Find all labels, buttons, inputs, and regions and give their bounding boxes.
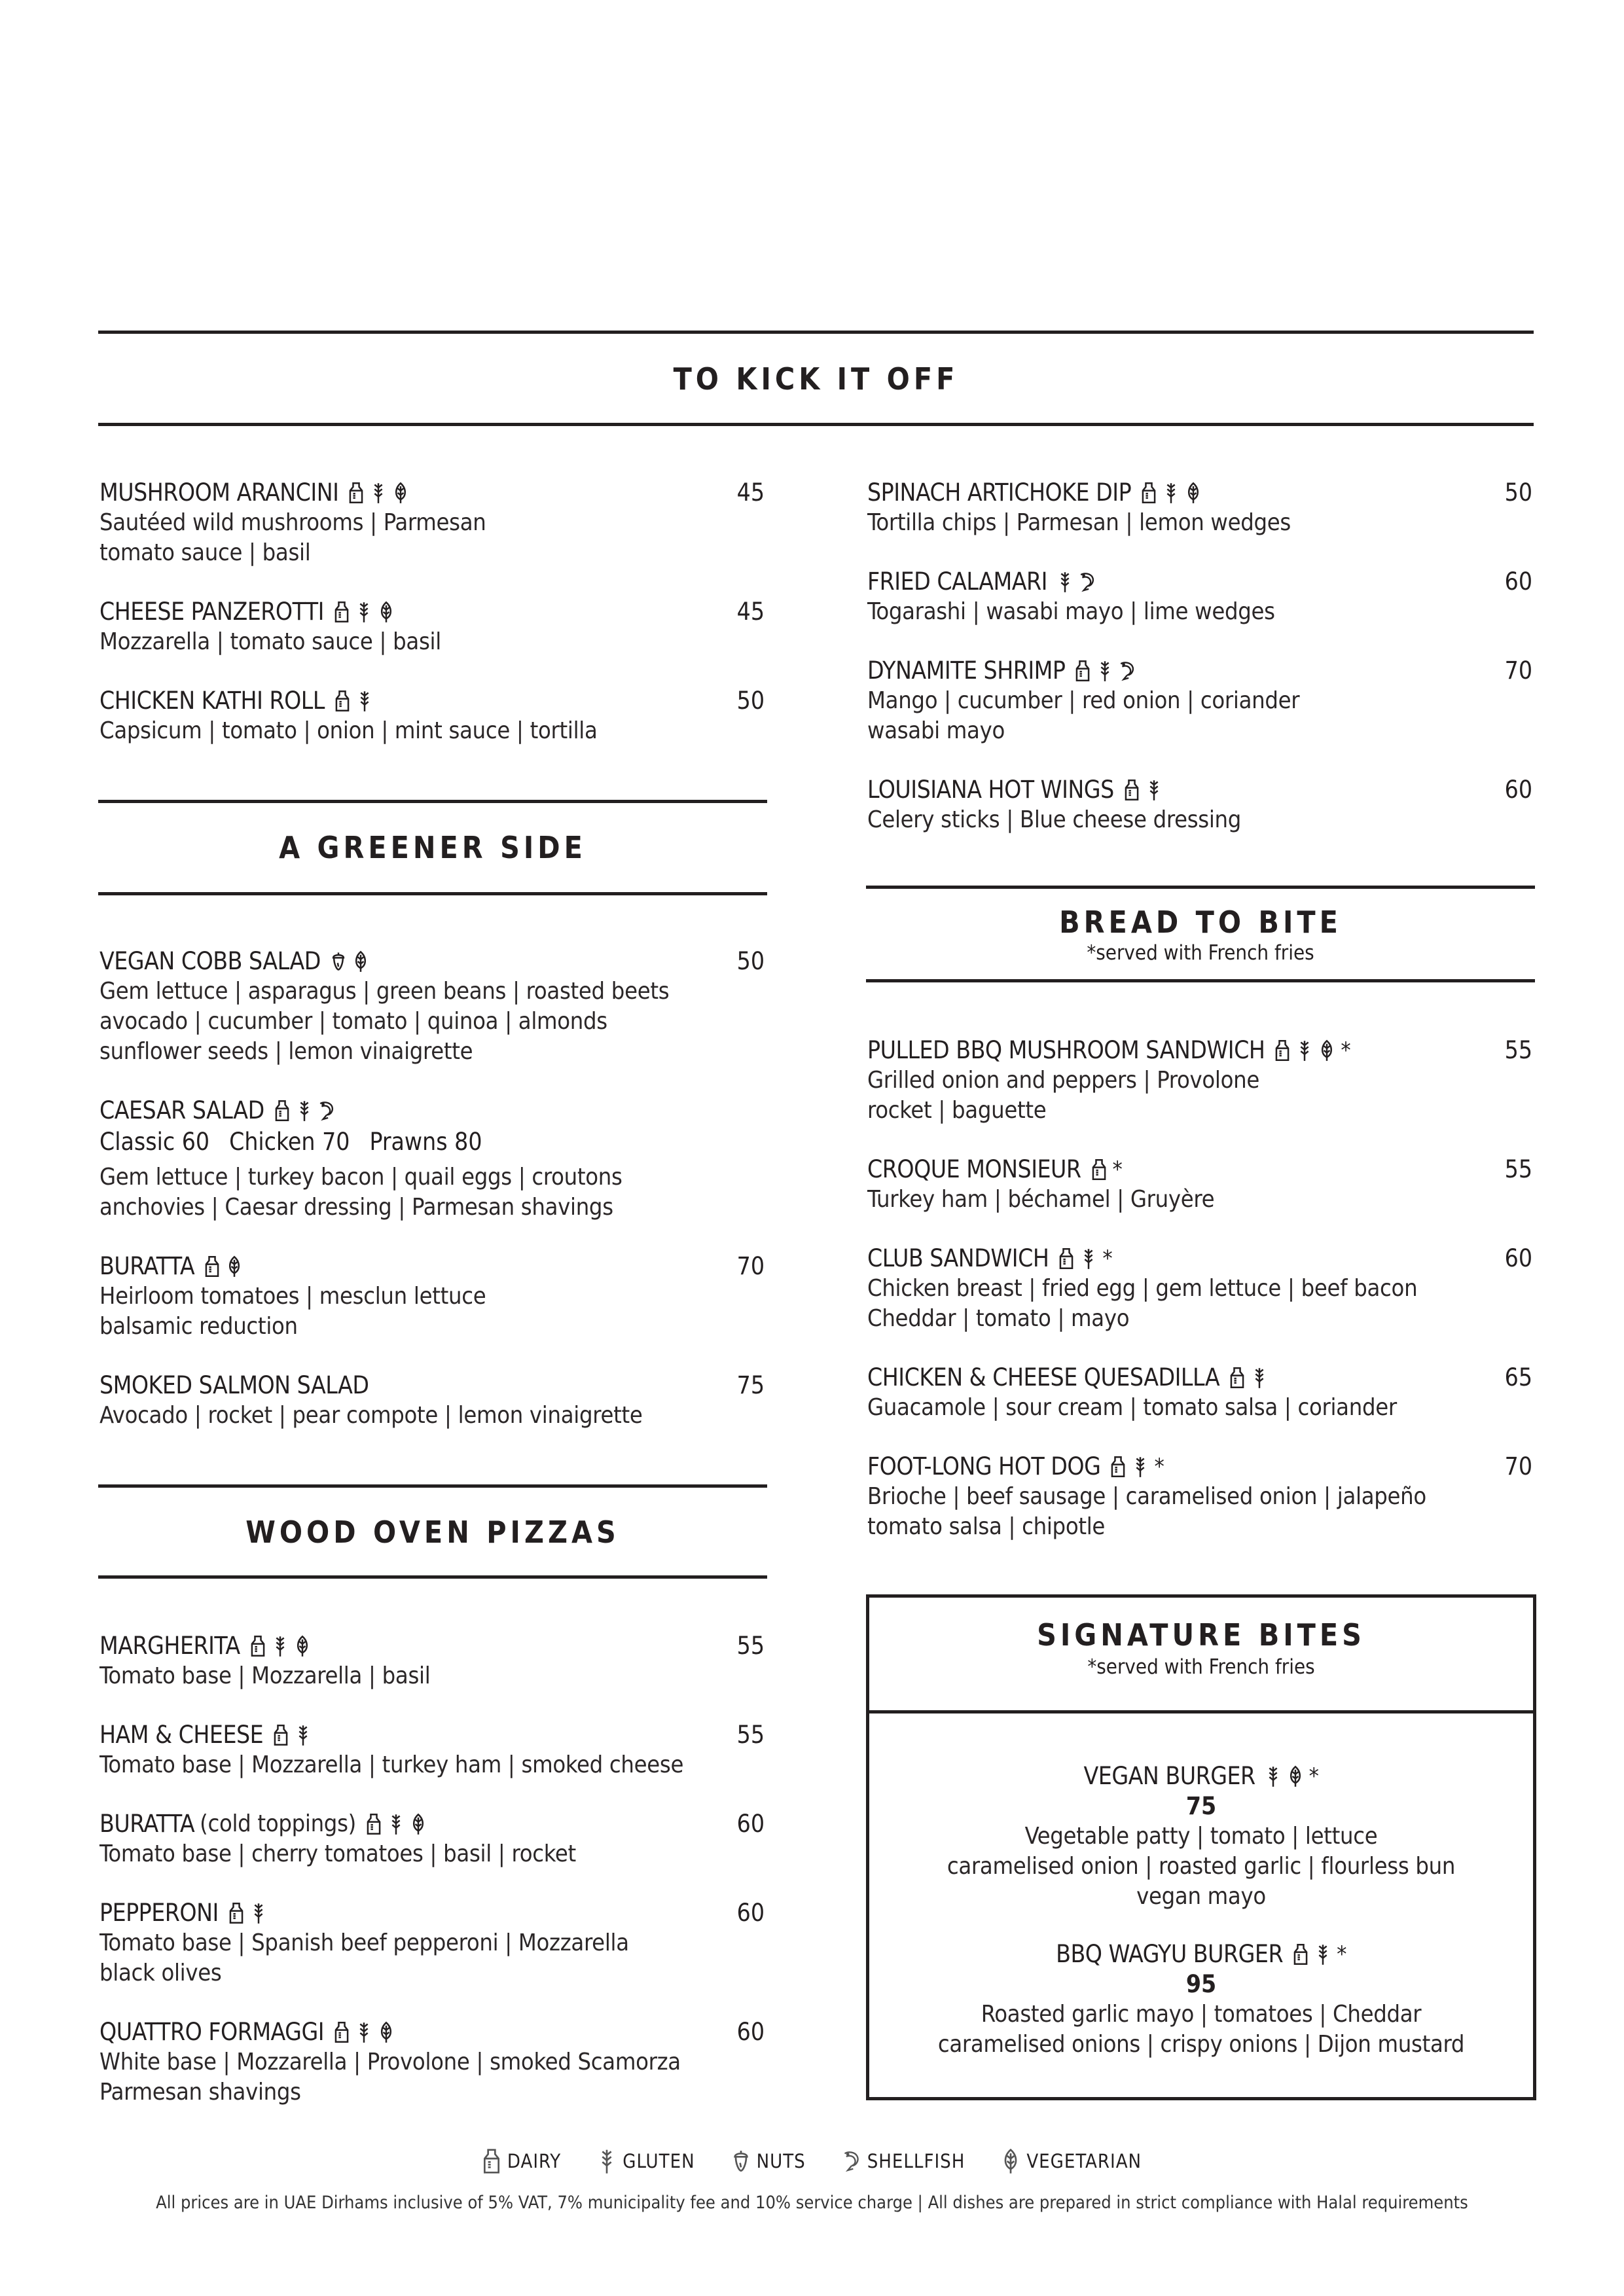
gluten-icon: [1314, 1943, 1331, 1965]
nuts-icon: [330, 950, 347, 973]
item-name: QUATTRO FORMAGGI: [99, 2018, 325, 2046]
shellfish-icon: [1079, 571, 1096, 593]
price-variant: Prawns 80: [369, 1128, 482, 1156]
item-price: 70: [1504, 1452, 1532, 1480]
vegetarian-icon: [392, 482, 409, 504]
item-price: 55: [1504, 1155, 1532, 1183]
item-header: [99, 1251, 765, 1282]
fries-asterisk: *: [1154, 1454, 1164, 1480]
allergen-legend: [0, 2148, 1624, 2174]
dairy-icon: [1123, 779, 1140, 801]
nuts-icon: [732, 2148, 750, 2174]
item-description: Tomato base | Mozzarella | turkey ham | smoked cheese: [99, 1751, 684, 1778]
legend-vegetarian: [1001, 2148, 1142, 2174]
dairy-icon: [1091, 1158, 1108, 1181]
dairy-icon: [333, 2021, 350, 2043]
item-header: [867, 1155, 1532, 1185]
kick-off-right-column: [867, 478, 1532, 864]
fries-asterisk: *: [1112, 1157, 1123, 1183]
dairy-icon: [1074, 660, 1091, 682]
item-description: Tomato base | Spanish beef pepperoni | Mozzarella: [99, 1929, 629, 1956]
item-description: caramelised onion | roasted garlic | flourless bun: [947, 1853, 1456, 1880]
vegetarian-icon: [1185, 482, 1202, 504]
item-header: [867, 1363, 1532, 1393]
menu-item: [867, 1035, 1532, 1126]
item-price: 60: [736, 1810, 765, 1838]
menu-item: [99, 946, 765, 1067]
menu-item: [99, 478, 765, 568]
item-description: Heirloom tomatoes | mesclun lettuce: [99, 1283, 486, 1310]
signature-bites-box: [866, 1594, 1536, 2100]
gluten-icon: [370, 482, 387, 504]
legend-nuts: [732, 2148, 806, 2174]
item-description: Tomato base | cherry tomatoes | basil | rocket: [99, 1840, 576, 1867]
gluten-icon: [356, 690, 373, 712]
allergen-icons: [1274, 1039, 1335, 1062]
item-name: FRIED CALAMARI: [867, 567, 1047, 596]
gluten-icon: [355, 601, 372, 623]
menu-item: [99, 1371, 765, 1431]
vegetarian-icon: [1287, 1765, 1304, 1787]
gluten-icon: [295, 1724, 312, 1746]
item-price: 70: [1504, 656, 1532, 685]
dairy-icon: [204, 1255, 221, 1278]
vegetarian-icon: [1318, 1039, 1335, 1062]
item-price: 50: [736, 947, 765, 975]
allergen-icons: [1110, 1456, 1149, 1478]
price-variant: Chicken 70: [229, 1128, 350, 1156]
item-description: Cheddar | tomato | mayo: [867, 1305, 1130, 1332]
allergen-icons: [274, 1100, 335, 1122]
allergen-icons: [249, 1635, 311, 1657]
gluten-icon: [1265, 1765, 1282, 1787]
item-description: anchovies | Caesar dressing | Parmesan shavings: [99, 1194, 613, 1221]
dairy-icon: [274, 1100, 291, 1122]
gluten-icon: [1096, 660, 1113, 682]
gluten-icon: [388, 1813, 405, 1835]
item-name: HAM & CHEESE: [99, 1721, 264, 1749]
gluten-icon: [1080, 1247, 1097, 1270]
item-description: Grilled onion and peppers | Provolone: [867, 1067, 1259, 1094]
item-description: Togarashi | wasabi mayo | lime wedges: [867, 598, 1275, 625]
signature-divider: [869, 1710, 1533, 1713]
vegetarian-icon: [352, 950, 369, 973]
item-description: avocado | cucumber | tomato | quinoa | almonds: [99, 1008, 607, 1035]
item-price: 45: [736, 478, 765, 507]
allergen-icons: [1058, 1247, 1097, 1270]
item-name: VEGAN BURGER: [1083, 1762, 1255, 1790]
item-header: [99, 597, 765, 627]
item-description: Guacamole | sour cream | tomato salsa | coriander: [867, 1394, 1397, 1421]
price-variants: [99, 1126, 765, 1158]
gluten-icon: [296, 1100, 313, 1122]
item-price: 55: [736, 1632, 765, 1660]
item-price: 75: [1185, 1792, 1217, 1820]
item-price: 50: [1504, 478, 1532, 507]
legend-label: VEGETARIAN: [1026, 2150, 1142, 2172]
item-description: Mango | cucumber | red onion | coriander: [867, 687, 1300, 714]
item-name: CHEESE PANZEROTTI: [99, 598, 324, 626]
dairy-icon: [228, 1902, 245, 1924]
item-header: [99, 1096, 765, 1126]
item-header: [99, 1371, 765, 1401]
dairy-icon: [1140, 482, 1157, 504]
dairy-icon: [482, 2148, 501, 2174]
price-footnote: All prices are in UAE Dirhams inclusive of 5% VAT, 7% municipality fee and 10% service charge | All dishes are prepared in strict compliance with Halal requirements: [156, 2193, 1468, 2213]
signature-column: [869, 1761, 1533, 2087]
item-price: 75: [736, 1371, 765, 1399]
dairy-icon: [333, 601, 350, 623]
dairy-icon: [348, 482, 365, 504]
greener-rule-bottom: [98, 892, 767, 895]
item-name: VEGAN COBB SALAD: [99, 947, 321, 975]
menu-item: [99, 597, 765, 657]
greener-rule-top: [98, 800, 767, 803]
item-description: vegan mayo: [1136, 1883, 1266, 1910]
item-description: Avocado | rocket | pear compote | lemon vinaigrette: [99, 1402, 643, 1429]
item-description: Turkey ham | béchamel | Gruyère: [867, 1186, 1215, 1213]
item-name: SMOKED SALMON SALAD: [99, 1371, 369, 1399]
item-header: [99, 1809, 765, 1839]
menu-item: [869, 1939, 1533, 2060]
item-description: Roasted garlic mayo | tomatoes | Cheddar: [981, 2001, 1422, 2028]
menu-item: [99, 2017, 765, 2108]
section-title-kick-off: TO KICK IT OFF: [673, 361, 959, 397]
pizzas-rule-top: [98, 1484, 767, 1488]
item-description: rocket | baguette: [867, 1097, 1047, 1124]
menu-item: [99, 1251, 765, 1342]
dairy-icon: [1110, 1456, 1127, 1478]
item-price: 50: [736, 687, 765, 715]
dairy-icon: [1229, 1367, 1246, 1389]
bread-subtitle: *served with French fries: [1087, 941, 1314, 965]
fries-asterisk: *: [1341, 1037, 1351, 1064]
allergen-icons: [333, 2021, 395, 2043]
bread-column: [867, 1035, 1532, 1571]
section-title-bread: BREAD TO BITE: [1059, 905, 1342, 940]
menu-item: [867, 1155, 1532, 1215]
menu-item: [867, 775, 1532, 835]
bread-rule-bottom: [866, 979, 1535, 982]
item-header: [867, 1035, 1532, 1066]
item-name: BURATTA: [99, 1252, 195, 1280]
allergen-icons: [330, 950, 369, 973]
vegetarian-icon: [378, 2021, 395, 2043]
menu-item: [99, 1720, 765, 1780]
item-description: balsamic reduction: [99, 1313, 298, 1340]
menu-item: [99, 1096, 765, 1223]
item-price: 60: [736, 2018, 765, 2046]
item-name: MUSHROOM ARANCINI: [99, 478, 339, 507]
pizzas-rule-bottom: [98, 1575, 767, 1579]
item-description: Chicken breast | fried egg | gem lettuce | beef bacon: [867, 1275, 1418, 1302]
menu-item: [869, 1761, 1533, 1912]
legend-label: GLUTEN: [623, 2150, 695, 2172]
menu-item: [99, 1631, 765, 1691]
item-header: [867, 567, 1532, 597]
gluten-icon: [1296, 1039, 1313, 1062]
allergen-icons: [1265, 1765, 1304, 1787]
item-description: black olives: [99, 1960, 222, 1986]
fries-asterisk: *: [1102, 1246, 1113, 1272]
item-name: CHICKEN KATHI ROLL: [99, 687, 325, 715]
item-description: Tomato base | Mozzarella | basil: [99, 1662, 431, 1689]
top-rule: [98, 331, 1534, 334]
item-description: Mozzarella | tomato sauce | basil: [99, 628, 441, 655]
item-description: wasabi mayo: [867, 717, 1005, 744]
gluten-icon: [355, 2021, 372, 2043]
item-price: 55: [736, 1721, 765, 1749]
item-header: [99, 686, 765, 716]
legend-label: SHELLFISH: [867, 2150, 965, 2172]
item-header: [99, 2017, 765, 2047]
item-description: Tortilla chips | Parmesan | lemon wedges: [867, 509, 1291, 536]
item-name: PEPPERONI: [99, 1899, 219, 1927]
item-name: SPINACH ARTICHOKE DIP: [867, 478, 1132, 507]
item-description: Brioche | beef sausage | caramelised onion | jalapeño: [867, 1483, 1426, 1510]
gluten-icon: [1146, 779, 1163, 801]
item-header: [99, 1898, 765, 1928]
kick-off-rule: [98, 423, 1534, 426]
menu-item: [867, 478, 1532, 538]
item-name: PULLED BBQ MUSHROOM SANDWICH: [867, 1036, 1265, 1064]
vegetarian-icon: [378, 601, 395, 623]
menu-item: [867, 1363, 1532, 1423]
item-header: [867, 478, 1532, 508]
vegetarian-icon: [226, 1255, 243, 1278]
legend-label: DAIRY: [507, 2150, 562, 2172]
item-description: sunflower seeds | lemon vinaigrette: [99, 1038, 473, 1065]
section-title-pizzas: WOOD OVEN PIZZAS: [245, 1515, 620, 1550]
vegetarian-icon: [1001, 2148, 1020, 2174]
item-price: 95: [1185, 1970, 1217, 1998]
allergen-icons: [1056, 571, 1096, 593]
gluten-icon: [1132, 1456, 1149, 1478]
item-price: 70: [736, 1252, 765, 1280]
item-header: [869, 1761, 1533, 1791]
item-name: CROQUE MONSIEUR: [867, 1155, 1081, 1183]
item-description: Vegetable patty | tomato | lettuce: [1024, 1823, 1378, 1850]
legend-gluten: [598, 2148, 695, 2174]
item-price: 60: [1504, 1244, 1532, 1272]
allergen-icons: [348, 482, 409, 504]
item-name: DYNAMITE SHRIMP: [867, 656, 1066, 685]
vegetarian-icon: [410, 1813, 427, 1835]
item-header: [99, 1631, 765, 1661]
greener-side-column: [99, 946, 765, 1460]
allergen-icons: [1074, 660, 1136, 682]
dairy-icon: [249, 1635, 266, 1657]
item-description: Gem lettuce | turkey bacon | quail eggs | croutons: [99, 1164, 623, 1191]
bread-rule-top: [866, 886, 1535, 889]
menu-item: [867, 1452, 1532, 1542]
price-variant: Classic 60: [99, 1128, 210, 1156]
allergen-icons: [1123, 779, 1163, 801]
item-header: [867, 1244, 1532, 1274]
dairy-icon: [334, 690, 351, 712]
section-title-greener-side: A GREENER SIDE: [279, 830, 586, 865]
item-price: 60: [736, 1899, 765, 1927]
shellfish-icon: [842, 2148, 861, 2174]
allergen-icons: [204, 1255, 243, 1278]
item-description: White base | Mozzarella | Provolone | smoked Scamorza: [99, 2049, 681, 2075]
item-header: [869, 1939, 1533, 1969]
item-description: Gem lettuce | asparagus | green beans | roasted beets: [99, 978, 670, 1005]
item-header: [99, 478, 765, 508]
item-name: BBQ WAGYU BURGER: [1056, 1940, 1284, 1968]
gluten-icon: [1251, 1367, 1268, 1389]
fries-asterisk: *: [1337, 1941, 1346, 1967]
menu-item: [867, 567, 1532, 627]
item-price: 60: [1504, 567, 1532, 596]
item-price: 60: [1504, 776, 1532, 804]
pizzas-column: [99, 1631, 765, 2136]
menu-item: [99, 1898, 765, 1988]
item-header: [867, 656, 1532, 686]
shellfish-icon: [318, 1100, 335, 1122]
item-description: Sautéed wild mushrooms | Parmesan: [99, 509, 486, 536]
allergen-icons: [1091, 1158, 1108, 1181]
dairy-icon: [1058, 1247, 1075, 1270]
allergen-icons: [333, 601, 395, 623]
kick-off-left-column: [99, 478, 765, 775]
menu-item: [867, 1244, 1532, 1334]
section-title-signature: SIGNATURE BITES: [1037, 1617, 1365, 1653]
gluten-icon: [598, 2148, 616, 2174]
item-description: caramelised onions | crispy onions | Dijon mustard: [937, 2031, 1465, 2058]
allergen-icons: [228, 1902, 267, 1924]
shellfish-icon: [1119, 660, 1136, 682]
item-name: CHICKEN & CHEESE QUESADILLA: [867, 1363, 1220, 1391]
item-price: 65: [1504, 1363, 1532, 1391]
item-description: tomato sauce | basil: [99, 539, 311, 566]
dairy-icon: [365, 1813, 382, 1835]
item-price: 45: [736, 598, 765, 626]
gluten-icon: [272, 1635, 289, 1657]
item-header: [867, 1452, 1532, 1482]
legend-dairy: [482, 2148, 561, 2174]
item-description: tomato salsa | chipotle: [867, 1513, 1106, 1540]
gluten-icon: [1056, 571, 1074, 593]
item-name: BURATTA: [99, 1810, 195, 1838]
item-name-suffix: (cold toppings): [200, 1810, 356, 1837]
item-header: [867, 775, 1532, 805]
signature-subtitle: *served with French fries: [1087, 1655, 1315, 1679]
allergen-icons: [1140, 482, 1202, 504]
menu-item: [867, 656, 1532, 746]
allergen-icons: [365, 1813, 427, 1835]
allergen-icons: [272, 1724, 312, 1746]
allergen-icons: [1229, 1367, 1268, 1389]
item-description: Parmesan shavings: [99, 2079, 301, 2106]
dairy-icon: [1274, 1039, 1291, 1062]
item-name: CLUB SANDWICH: [867, 1244, 1049, 1272]
gluten-icon: [1163, 482, 1180, 504]
vegetarian-icon: [294, 1635, 311, 1657]
item-header: [99, 946, 765, 977]
item-name: LOUISIANA HOT WINGS: [867, 776, 1114, 804]
legend-label: NUTS: [756, 2150, 806, 2172]
item-name: CAESAR SALAD: [99, 1096, 264, 1124]
item-description: Celery sticks | Blue cheese dressing: [867, 806, 1242, 833]
item-name: FOOT-LONG HOT DOG: [867, 1452, 1101, 1480]
item-header: [99, 1720, 765, 1750]
allergen-icons: [334, 690, 373, 712]
legend-shellfish: [842, 2148, 965, 2174]
menu-item: [99, 686, 765, 746]
fries-asterisk: *: [1308, 1763, 1319, 1789]
gluten-icon: [250, 1902, 267, 1924]
menu-item: [99, 1809, 765, 1869]
dairy-icon: [1292, 1943, 1309, 1965]
item-price: 55: [1504, 1036, 1532, 1064]
item-name: MARGHERITA: [99, 1632, 240, 1660]
item-description: Capsicum | tomato | onion | mint sauce | tortilla: [99, 717, 598, 744]
dairy-icon: [272, 1724, 289, 1746]
allergen-icons: [1292, 1943, 1331, 1965]
